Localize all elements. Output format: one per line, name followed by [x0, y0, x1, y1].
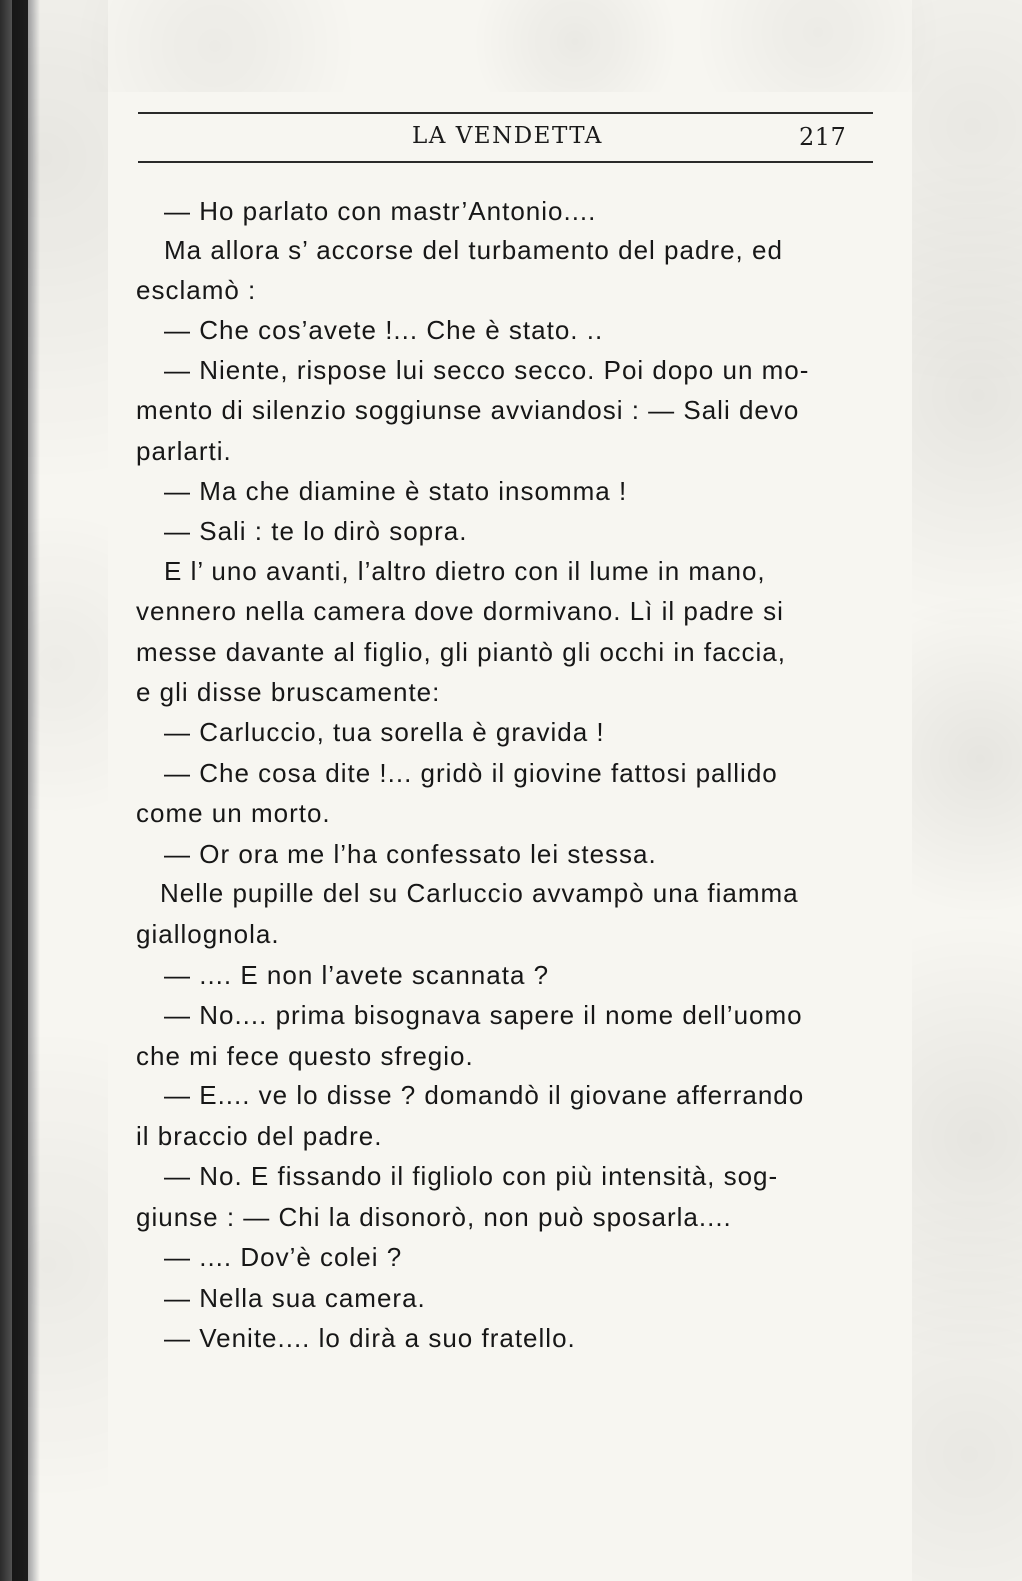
body-line-18: Nelle pupille del su Carluccio avvampò una fiamma [160, 878, 799, 908]
body-line-4: — Che cos’avete !... Che è stato. .. [164, 315, 604, 345]
body-line-12: messe davante al figlio, gli piantò gli occhi in faccia, [136, 637, 786, 667]
body-line-27: — .... Dov’è colei ? [164, 1242, 403, 1272]
top-scan-noise [80, 0, 980, 92]
header-top-rule [138, 112, 873, 114]
left-scan-noise [28, 0, 108, 1581]
body-line-8: — Ma che diamine è stato insomma ! [164, 476, 628, 506]
page-number: 217 [799, 123, 847, 151]
running-header-title: LA VENDETTA [412, 123, 603, 149]
body-line-14: — Carluccio, tua sorella è gravida ! [164, 717, 605, 747]
body-line-24: il braccio del padre. [136, 1121, 383, 1151]
body-line-3: esclamò : [136, 275, 257, 305]
body-line-5: — Niente, rispose lui secco secco. Poi dopo un mo- [164, 355, 810, 385]
header-bottom-rule [138, 161, 873, 163]
body-line-20: — .... E non l’avete scannata ? [164, 960, 550, 990]
body-line-23: — E.... ve lo disse ? domandò il giovane afferrando [164, 1080, 805, 1110]
body-line-29: — Venite.... lo dirà a suo fratello. [164, 1323, 576, 1353]
body-line-22: che mi fece questo sfregio. [136, 1041, 474, 1071]
body-line-28: — Nella sua camera. [164, 1283, 426, 1313]
body-line-6: mento di silenzio soggiunse avviandosi : — Sali devo [136, 395, 800, 425]
body-line-13: e gli disse bruscamente: [136, 677, 441, 707]
body-line-7: parlarti. [136, 436, 232, 466]
body-line-11: vennero nella camera dove dormivano. Lì il padre si [136, 596, 784, 626]
body-line-9: — Sali : te lo dirò sopra. [164, 516, 468, 546]
body-line-10: E l’ uno avanti, l’altro dietro con il lume in mano, [164, 556, 766, 586]
right-scan-noise [912, 0, 1022, 1581]
body-line-26: giunse : — Chi la disonorò, non può sposarla.... [136, 1202, 732, 1232]
body-line-19: giallognola. [136, 919, 280, 949]
body-line-15: — Che cosa dite !... gridò il giovine fattosi pallido [164, 758, 778, 788]
body-line-16: come un morto. [136, 798, 331, 828]
body-line-21: — No.... prima bisognava sapere il nome dell’uomo [164, 1000, 803, 1030]
body-line-25: — No. E fissando il figliolo con più intensità, sog- [164, 1161, 779, 1191]
body-line-2: Ma allora s’ accorse del turbamento del padre, ed [164, 235, 783, 265]
body-line-1: — Ho parlato con mastr’Antonio.... [164, 196, 597, 226]
book-spine-edge [12, 0, 28, 1581]
body-line-17: — Or ora me l’ha confessato lei stessa. [164, 839, 657, 869]
